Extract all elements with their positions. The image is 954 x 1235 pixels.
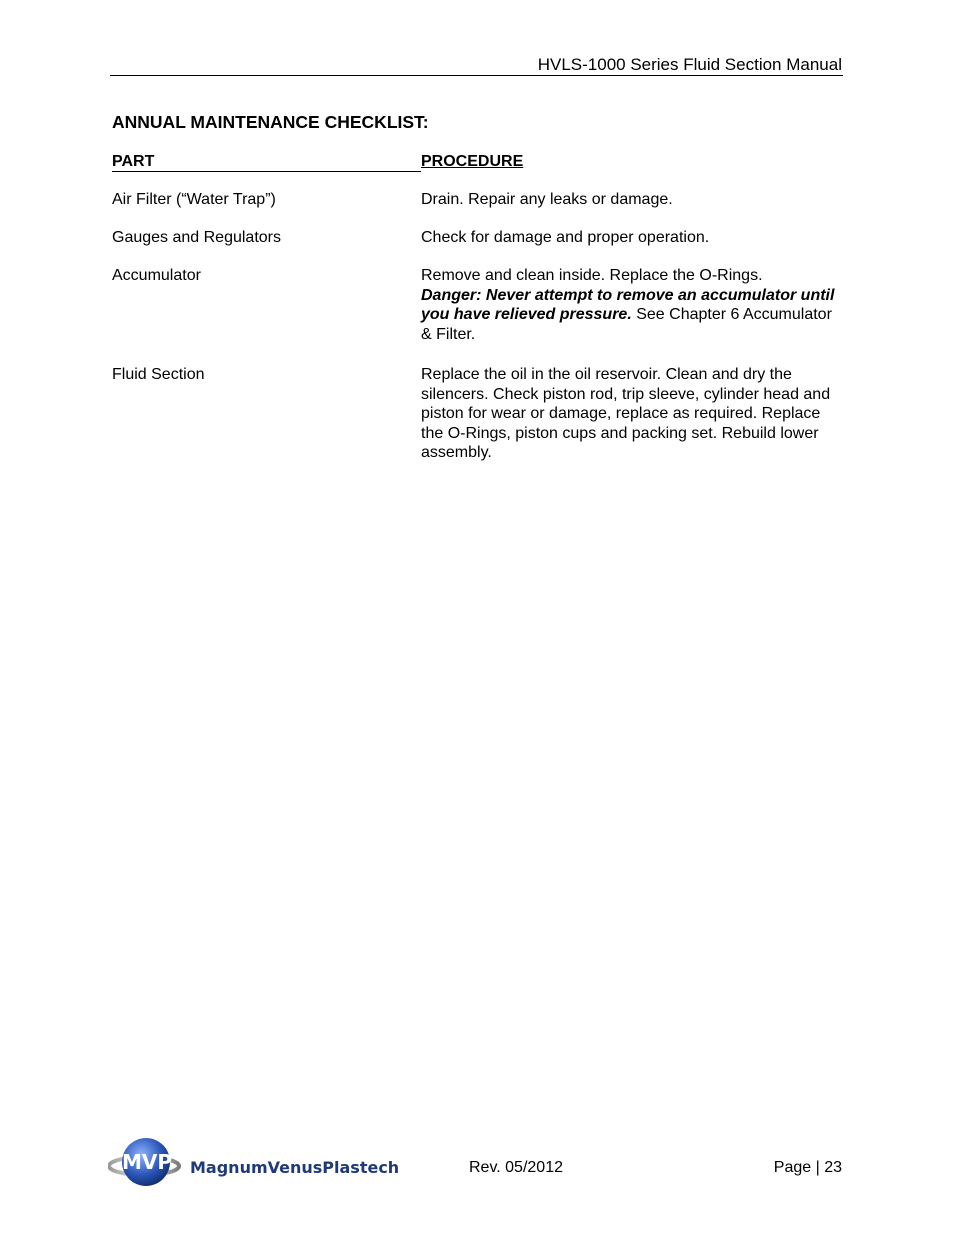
revision-date: Rev. 05/2012 [469,1159,563,1176]
procedure-line: Remove and clean inside. Replace the O-Rings. [421,267,763,284]
logo-icon [108,1133,398,1193]
section-title: ANNUAL MAINTENANCE CHECKLIST: [112,112,429,132]
part-cell: Air Filter (“Water Trap”) [112,191,276,208]
procedure-warning [421,286,841,345]
part-cell: Gauges and Regulators [112,229,281,246]
procedure-reference: See Chapter 6 Accumulator & Filter. [421,306,832,343]
logo-name-text: MagnumVenusPlastech [190,1158,398,1177]
procedure-cell: Replace the oil in the oil reservoir. Clean and dry the silencers. Check piston rod, trip sleeve, cylinder head and piston for wear or damage, replace as required. Replace the O-Rings, piston cups and packing set. Rebuild lower assembly. [421,366,831,461]
header-title: HVLS-1000 Series Fluid Section Manual [537,55,842,74]
part-cell: Fluid Section [112,366,205,383]
company-logo [108,1133,398,1193]
procedure-cell: Check for damage and proper operation. [421,229,710,246]
danger-text: Danger: Never attempt to remove an accumulator until you have relieved pressure. [421,286,835,323]
page-number: Page | 23 [773,1159,842,1176]
part-cell: Accumulator [112,267,201,284]
procedure-cell [421,266,841,344]
column-header-procedure: PROCEDURE [421,153,524,170]
logo-mark-text: MVP [122,1150,173,1174]
procedure-cell: Drain. Repair any leaks or damage. [421,191,673,208]
column-header-part: PART [112,152,421,172]
header-divider [110,75,843,76]
